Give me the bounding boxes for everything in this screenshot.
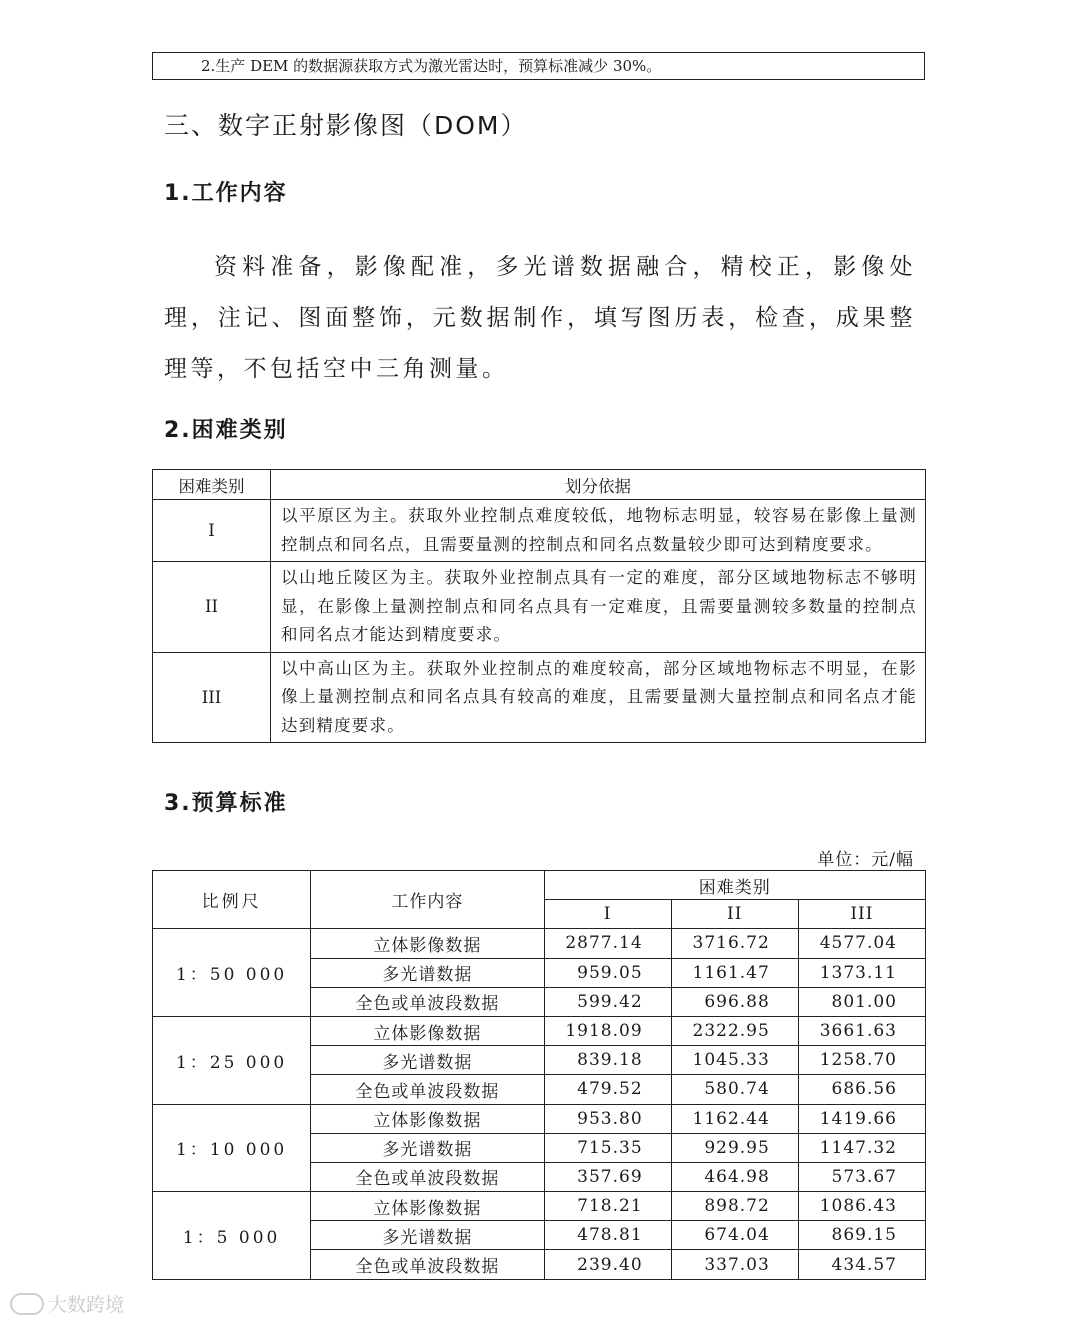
value-cell: 3716.72 (671, 929, 798, 958)
work-cell: 立体影像数据 (311, 1104, 544, 1133)
scale-cell: 1：10 000 (153, 1104, 311, 1192)
watermark (10, 1290, 124, 1317)
header-difficulty: 困难类别 (544, 871, 926, 900)
table-row (153, 652, 926, 743)
watermark-text: 大数跨境 (48, 1294, 125, 1316)
note-box (152, 52, 925, 80)
value-cell: 337.03 (671, 1250, 798, 1279)
difficulty-desc: 以中高山区为主。获取外业控制点的难度较高，部分区域地物标志不明显，在影像上量测控制点和同名点具有较高的难度，且需要量测大量控制点和同名点才能达到精度要求。 (271, 652, 926, 743)
difficulty-table (152, 469, 926, 743)
difficulty-desc: 以平原区为主。获取外业控制点难度较低，地物标志明显，较容易在影像上量测控制点和同名点，且需要量测的控制点和同名点数量较少即可达到精度要求。 (271, 500, 926, 562)
work-content-heading: 1.工作内容 (164, 181, 288, 206)
value-cell: 718.21 (544, 1192, 671, 1221)
unit-label: 单位：元/幅 (817, 850, 914, 870)
value-cell: 239.40 (544, 1250, 671, 1279)
value-cell: 959.05 (544, 958, 671, 987)
header-level: I (544, 900, 671, 929)
header-difficulty: 困难类别 (153, 470, 271, 500)
value-cell: 1162.44 (671, 1104, 798, 1133)
value-cell: 464.98 (671, 1162, 798, 1191)
difficulty-cat: III (153, 652, 271, 743)
table-row (153, 500, 926, 562)
value-cell: 1918.09 (544, 1016, 671, 1045)
value-cell: 580.74 (671, 1075, 798, 1104)
value-cell: 898.72 (671, 1192, 798, 1221)
value-cell: 573.67 (798, 1162, 925, 1191)
section-title: 三、数字正射影像图（DOM） (164, 111, 528, 140)
value-cell: 801.00 (798, 987, 925, 1016)
value-cell: 929.95 (671, 1133, 798, 1162)
value-cell: 1373.11 (798, 958, 925, 987)
scale-cell: 1：50 000 (153, 929, 311, 1017)
value-cell: 434.57 (798, 1250, 925, 1279)
value-cell: 674.04 (671, 1221, 798, 1250)
value-cell: 686.56 (798, 1075, 925, 1104)
value-cell: 3661.63 (798, 1016, 925, 1045)
work-cell: 多光谱数据 (311, 1221, 544, 1250)
work-cell: 全色或单波段数据 (311, 1250, 544, 1279)
value-cell: 1086.43 (798, 1192, 925, 1221)
header-work: 工作内容 (311, 871, 544, 929)
difficulty-cat: II (153, 562, 271, 653)
value-cell: 953.80 (544, 1104, 671, 1133)
table-row (153, 929, 926, 958)
value-cell: 839.18 (544, 1046, 671, 1075)
header-basis: 划分依据 (271, 470, 926, 500)
work-cell: 全色或单波段数据 (311, 987, 544, 1016)
table-row (153, 562, 926, 653)
value-cell: 1258.70 (798, 1046, 925, 1075)
value-cell: 869.15 (798, 1221, 925, 1250)
header-level: II (671, 900, 798, 929)
value-cell: 1147.32 (798, 1133, 925, 1162)
work-cell: 多光谱数据 (311, 958, 544, 987)
value-cell: 599.42 (544, 987, 671, 1016)
table-row (153, 1104, 926, 1133)
difficulty-cat: I (153, 500, 271, 562)
value-cell: 2322.95 (671, 1016, 798, 1045)
work-cell: 立体影像数据 (311, 929, 544, 958)
scale-cell: 1：5 000 (153, 1192, 311, 1280)
work-cell: 立体影像数据 (311, 1192, 544, 1221)
scale-cell: 1：25 000 (153, 1016, 311, 1104)
value-cell: 715.35 (544, 1133, 671, 1162)
value-cell: 479.52 (544, 1075, 671, 1104)
table-row (153, 1192, 926, 1221)
value-cell: 696.88 (671, 987, 798, 1016)
value-cell: 1419.66 (798, 1104, 925, 1133)
work-cell: 全色或单波段数据 (311, 1075, 544, 1104)
table-row (153, 1016, 926, 1045)
work-cell: 立体影像数据 (311, 1016, 544, 1045)
value-cell: 478.81 (544, 1221, 671, 1250)
work-cell: 全色或单波段数据 (311, 1162, 544, 1191)
work-cell: 多光谱数据 (311, 1133, 544, 1162)
value-cell: 4577.04 (798, 929, 925, 958)
value-cell: 2877.14 (544, 929, 671, 958)
work-cell: 多光谱数据 (311, 1046, 544, 1075)
value-cell: 357.69 (544, 1162, 671, 1191)
value-cell: 1045.33 (671, 1046, 798, 1075)
budget-header-row (153, 871, 926, 900)
budget-heading: 3.预算标准 (164, 791, 288, 816)
value-cell: 1161.47 (671, 958, 798, 987)
header-scale: 比例尺 (153, 871, 311, 929)
difficulty-desc: 以山地丘陵区为主。获取外业控制点具有一定的难度，部分区域地物标志不够明显，在影像上量测控制点和同名点具有一定难度，且需要量测较多数量的控制点和同名点才能达到精度要求。 (271, 562, 926, 653)
budget-table (152, 870, 926, 1280)
difficulty-heading: 2.困难类别 (164, 418, 288, 443)
header-level: III (798, 900, 925, 929)
work-content-paragraph: 资料准备，影像配准，多光谱数据融合，精校正，影像处理，注记、图面整饰，元数据制作，填写图历表，检查，成果整理等，不包括空中三角测量。 (164, 254, 916, 382)
difficulty-table-header (153, 470, 926, 500)
note-text: 2.生产 DEM 的数据源获取方式为激光雷达时，预算标准减少 30%。 (201, 57, 662, 75)
watermark-logo-icon (10, 1293, 44, 1315)
